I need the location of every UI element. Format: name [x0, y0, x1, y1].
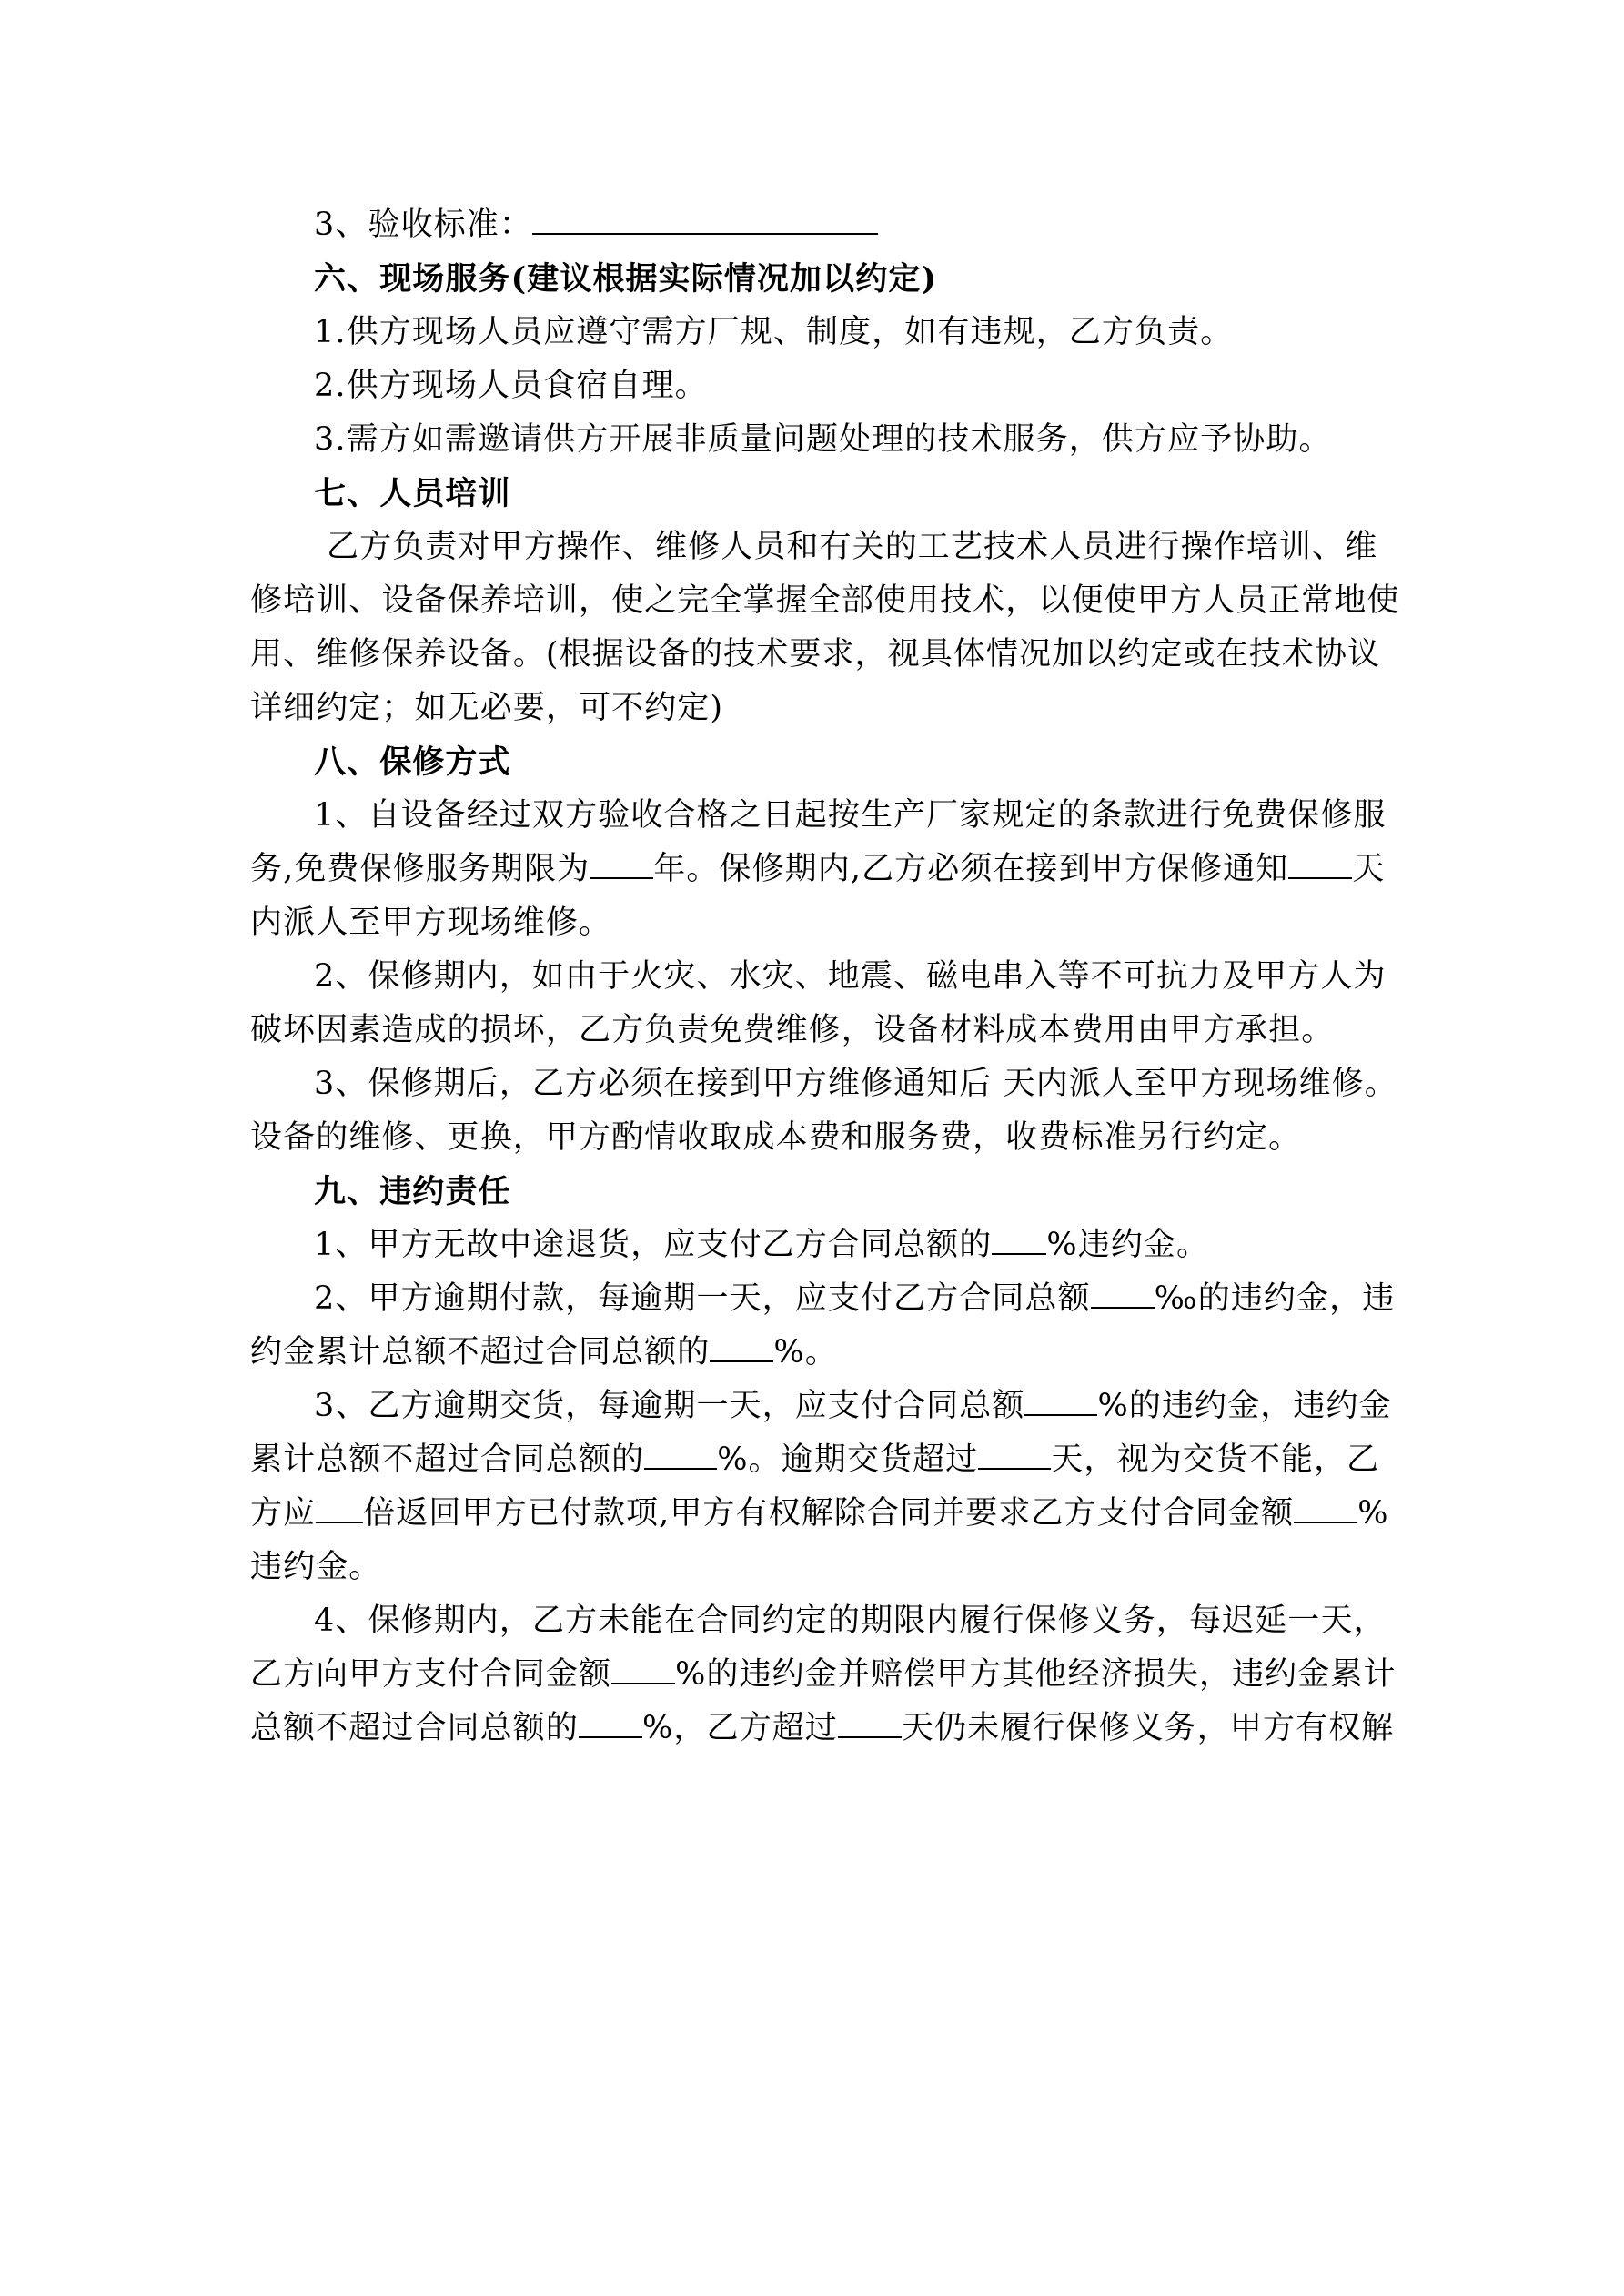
section-6-item-3: 3.需方如需邀请供方开展非质量问题处理的技术服务，供方应予协助。	[314, 421, 1332, 458]
section-8-para-1-line-2	[250, 843, 1387, 896]
section-9-para-3-line-2	[250, 1433, 1387, 1487]
section-9-para-3-line-1	[250, 1380, 1392, 1433]
text-span: ‰的违约金，违	[1154, 1280, 1396, 1317]
section-6-heading: 六、现场服务(建议根据实际情况加以约定)	[314, 260, 938, 298]
warranty-delay-cap-blank	[579, 1705, 642, 1738]
warranty-notice-days-blank	[1288, 846, 1352, 879]
late-payment-cap-blank	[710, 1330, 773, 1362]
section-8-para-3-line-2: 设备的维修、更换，甲方酌情收取成本费和服务费，收费标准另行约定。	[250, 1119, 1302, 1156]
acceptance-standard-label: 3、验收标准：	[314, 207, 532, 243]
text-span: 总额不超过合同总额的	[250, 1710, 580, 1746]
late-delivery-cap-blank	[644, 1437, 717, 1470]
text-span: 约金累计总额不超过合同总额的	[250, 1334, 711, 1371]
section-9-para-4-line-3	[250, 1702, 1395, 1755]
section-9-para-4-line-2	[250, 1648, 1397, 1702]
section-9-para-3-line-3	[250, 1487, 1387, 1541]
refund-multiple-blank	[316, 1491, 363, 1523]
text-span: %	[1357, 1495, 1389, 1532]
section-7-para-line-3: 用、维修保养设备。(根据设备的技术要求，视具体情况加以约定或在技术协议	[250, 636, 1381, 673]
text-span: 累计总额不超过合同总额的	[250, 1441, 645, 1478]
section-9-heading: 九、违约责任	[314, 1173, 511, 1210]
warranty-years-blank	[590, 846, 653, 879]
text-span: 倍返回甲方已付款项,甲方有权解除合同并要求乙方支付合同金额	[363, 1495, 1295, 1532]
section-8-para-1-line-1: 1、自设备经过双方验收合格之日起按生产厂家规定的条款进行免费保修服	[314, 797, 1387, 834]
late-delivery-days-blank	[978, 1437, 1051, 1470]
text-span: 务,免费保修服务期限为	[250, 851, 590, 887]
text-span: 3、乙方逾期交货，每逾期一天，应支付合同总额	[314, 1388, 1025, 1424]
acceptance-standard-blank	[532, 202, 878, 235]
text-span: %。逾期交货超过	[717, 1441, 979, 1478]
text-span: 天	[1352, 851, 1386, 887]
late-delivery-percent-blank	[1024, 1383, 1097, 1416]
late-payment-permille-blank	[1091, 1276, 1155, 1309]
text-span: 天仍未履行保修义务，甲方有权解	[901, 1710, 1395, 1746]
section-8-para-3-line-1: 3、保修期后，乙方必须在接到甲方维修通知后 天内派人至甲方现场维修。	[314, 1066, 1397, 1102]
section-8-para-2-line-2: 破坏因素造成的损坏，乙方负责免费维修，设备材料成本费用由甲方承担。	[250, 1012, 1335, 1048]
section-7-para-line-1: 乙方负责对甲方操作、维修人员和有关的工艺技术人员进行操作培训、维	[327, 529, 1378, 565]
section-8-para-2-line-1: 2、保修期内，如由于火灾、水灾、地震、磁电串入等不可抗力及甲方人为	[314, 958, 1387, 995]
section-6-item-2: 2.供方现场人员食宿自理。	[314, 368, 708, 404]
section-9-para-2-line-1	[250, 1272, 1396, 1326]
text-span: %。	[773, 1334, 838, 1371]
section-9-para-1	[250, 1219, 1387, 1272]
text-span: %违约金。	[1046, 1227, 1210, 1263]
section-8-heading: 八、保修方式	[314, 743, 511, 781]
section-9-para-2-line-2	[250, 1326, 1387, 1380]
warranty-delay-percent-blank	[611, 1652, 675, 1684]
warranty-delay-days-blank	[838, 1705, 902, 1738]
section-8-para-1-line-3: 内派人至甲方现场维修。	[250, 905, 612, 941]
text-span: 方应	[250, 1495, 317, 1532]
section-9-para-3-line-4: 违约金。	[250, 1549, 382, 1585]
text-span: 2、甲方逾期付款，每逾期一天，应支付乙方合同总额	[314, 1280, 1091, 1317]
text-span: %的违约金，违约金	[1097, 1388, 1392, 1424]
section-7-para-line-4: 详细约定；如无必要，可不约定)	[250, 690, 724, 726]
return-penalty-percent-blank	[992, 1222, 1046, 1255]
text-span: 年。保修期内,乙方必须在接到甲方保修通知	[653, 851, 1289, 887]
text-span: 1、甲方无故中途退货，应支付乙方合同总额的	[314, 1227, 993, 1263]
section-7-para-line-2: 修培训、设备保养培训，使之完全掌握全部使用技术，以便使甲方人员正常地使	[250, 582, 1400, 619]
text-span: %，乙方超过	[642, 1710, 838, 1746]
text-span: 天，视为交货不能，乙	[1051, 1441, 1380, 1478]
text-span: %的违约金并赔偿甲方其他经济损失，违约金累计	[675, 1656, 1397, 1693]
section-6-item-1: 1.供方现场人员应遵守需方厂规、制度，如有违规，乙方负责。	[314, 314, 1234, 350]
contract-page	[250, 198, 1400, 1755]
contract-penalty-percent-blank	[1294, 1491, 1357, 1523]
section-7-heading: 七、人员培训	[314, 475, 511, 512]
text-span: 乙方向甲方支付合同金额	[250, 1656, 612, 1693]
section-9-para-4-line-1: 4、保修期内，乙方未能在合同约定的期限内履行保修义务，每迟延一天，	[314, 1603, 1387, 1639]
acceptance-standard-line	[250, 198, 1387, 252]
